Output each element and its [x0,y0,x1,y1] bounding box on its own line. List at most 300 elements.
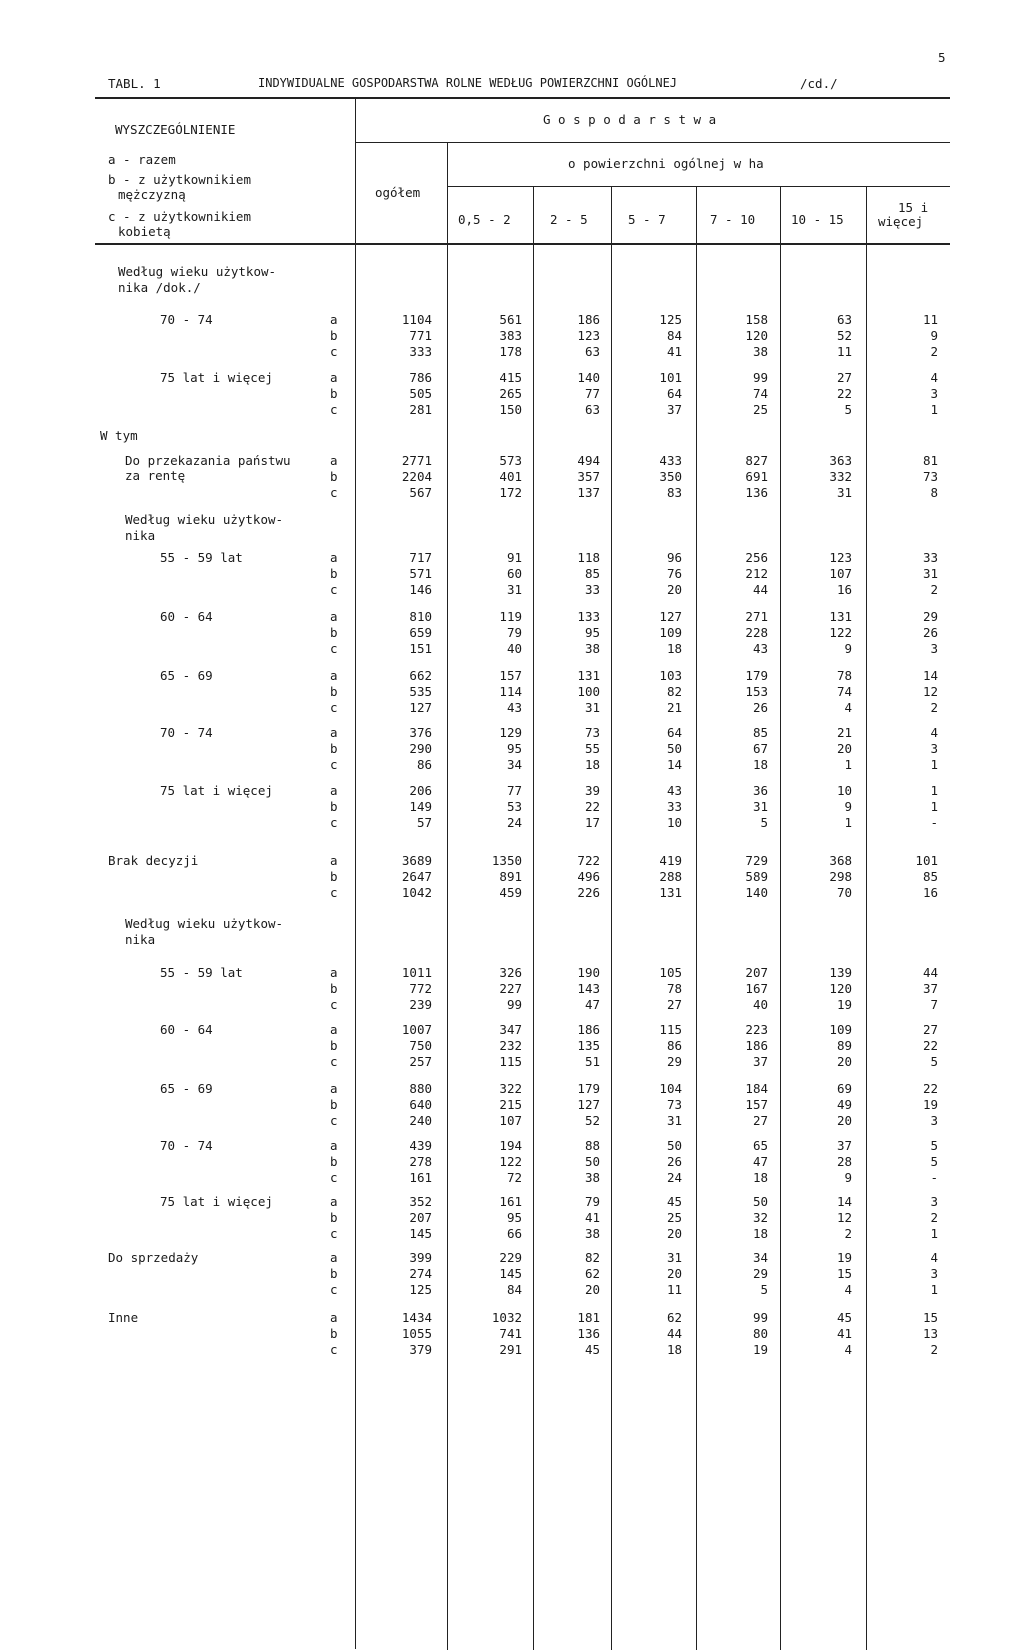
table-cell: 383 [499,328,522,343]
row-label: 70 - 74 [160,312,213,327]
row-letter: c [330,757,338,772]
table-cell: 104 [659,1081,682,1096]
table-cell: 891 [499,869,522,884]
table-cell: 741 [499,1326,522,1341]
table-cell: 5 [930,1154,938,1169]
row-letter: a [330,1310,338,1325]
table-cell: 291 [499,1342,522,1357]
table-cell: 228 [745,625,768,640]
table-cell: 62 [666,1310,682,1325]
table-cell: 14 [922,668,938,683]
row-letter: c [330,1113,338,1128]
col-sep-0 [355,99,356,1649]
table-cell: 368 [829,853,852,868]
table-cell: 133 [577,609,600,624]
table-cell: 19 [752,1342,768,1357]
table-cell: 18 [752,1170,768,1185]
table-cell: 77 [584,386,600,401]
table-cell: 140 [577,370,600,385]
table-cell: 571 [409,566,432,581]
table-cell: 29 [922,609,938,624]
table-cell: 172 [499,485,522,500]
row-letter: c [330,1282,338,1297]
table-cell: 26 [922,625,938,640]
table-cell: 3 [930,386,938,401]
table-cell: 363 [829,453,852,468]
row-letter: b [330,1154,338,1169]
col-sep-4 [696,187,697,1650]
table-cell: 131 [577,668,600,683]
header-bottom-rule [95,243,950,245]
table-cell: 271 [745,609,768,624]
table-cell: 62 [584,1266,600,1281]
legend-b2: mężczyzną [118,187,186,202]
table-cell: 45 [836,1310,852,1325]
row-label: 70 - 74 [160,1138,213,1153]
row-letter: a [330,1194,338,1209]
table-cell: 9 [844,1170,852,1185]
section-by-age-dok-1: Według wieku użytkow- [118,264,277,279]
section-by-age-2: nika [125,528,156,543]
table-cell: 82 [666,684,682,699]
table-cell: 212 [745,566,768,581]
row-letter: a [330,1138,338,1153]
table-cell: 8 [930,485,938,500]
table-cell: 4 [930,1250,938,1265]
table-cell: 52 [584,1113,600,1128]
table-cell: 18 [666,641,682,656]
table-cell: 1 [844,815,852,830]
section-by-age-1: Według wieku użytkow- [125,512,284,527]
table-cell: 150 [499,402,522,417]
table-cell: 810 [409,609,432,624]
row-letter: a [330,609,338,624]
row-label: 60 - 64 [160,1022,213,1037]
table-cell: 333 [409,344,432,359]
table-cell: 95 [506,1210,522,1225]
table-cell: 25 [666,1210,682,1225]
table-cell: 750 [409,1038,432,1053]
row-letter: b [330,869,338,884]
table-cell: 34 [752,1250,768,1265]
table-cell: 186 [745,1038,768,1053]
table-cell: 19 [836,1250,852,1265]
table-cell: 207 [745,965,768,980]
table-cell: 33 [584,582,600,597]
table-cell: 88 [584,1138,600,1153]
table-cell: 84 [666,328,682,343]
table-cell: 20 [666,1266,682,1281]
table-cell: 22 [584,799,600,814]
table-cell: 37 [666,402,682,417]
table-cell: 41 [584,1210,600,1225]
table-cell: 167 [745,981,768,996]
table-cell: 100 [577,684,600,699]
table-cell: 1055 [401,1326,432,1341]
table-cell: 18 [752,757,768,772]
row-label: 55 - 59 lat [160,965,243,980]
table-cell: 38 [584,641,600,656]
legend-c2: kobietą [118,224,171,239]
table-cell: 496 [577,869,600,884]
table-cell: 4 [930,725,938,740]
col-sep-6 [866,187,867,1650]
table-cell: 1 [930,1226,938,1241]
row-letter: c [330,1342,338,1357]
table-cell: 14 [666,757,682,772]
table-cell: 146 [409,582,432,597]
row-letter: b [330,1038,338,1053]
table-cell: 81 [922,453,938,468]
table-cell: 57 [416,815,432,830]
table-cell: 96 [666,550,682,565]
table-cell: 127 [659,609,682,624]
row-letter: c [330,1054,338,1069]
table-cell: 64 [666,386,682,401]
table-cell: 29 [752,1266,768,1281]
row-letter: a [330,783,338,798]
row-letter: b [330,741,338,756]
row-letter: b [330,328,338,343]
table-cell: 120 [745,328,768,343]
table-cell: 80 [752,1326,768,1341]
table-cell: 190 [577,965,600,980]
row-letter: a [330,853,338,868]
table-cell: 223 [745,1022,768,1037]
area-header: o powierzchni ogólnej w ha [568,156,764,171]
table-cell: 288 [659,869,682,884]
table-id: TABL. 1 [108,76,161,91]
table-cell: 376 [409,725,432,740]
table-cell: 26 [666,1154,682,1169]
specification-header: WYSZCZEGÓLNIENIE [115,122,236,137]
table-cell: 2204 [401,469,432,484]
table-cell: 161 [499,1194,522,1209]
row-letter: c [330,402,338,417]
table-cell: 45 [666,1194,682,1209]
table-cell: 157 [499,668,522,683]
table-cell: 63 [584,344,600,359]
legend-b: b - z użytkownikiem [108,172,251,187]
table-cell: 4 [930,370,938,385]
table-cell: 567 [409,485,432,500]
row-letter: a [330,725,338,740]
row-letter: c [330,815,338,830]
table-cell: 137 [577,485,600,500]
table-cell: 227 [499,981,522,996]
table-cell: 18 [666,1342,682,1357]
table-cell: 256 [745,550,768,565]
row-letter: c [330,997,338,1012]
table-cell: 95 [506,741,522,756]
table-cell: 119 [499,609,522,624]
table-cell: 16 [922,885,938,900]
table-cell: 86 [666,1038,682,1053]
row-letter: c [330,641,338,656]
table-cell: 101 [659,370,682,385]
table-cell: 40 [506,641,522,656]
col-header-0: 0,5 - 2 [458,212,511,227]
row-letter: b [330,566,338,581]
table-cell: 76 [666,566,682,581]
table-cell: 77 [506,783,522,798]
table-cell: 79 [584,1194,600,1209]
table-cell: 72 [506,1170,522,1185]
table-cell: 5 [844,402,852,417]
row-letter: a [330,1081,338,1096]
table-cell: 39 [584,783,600,798]
table-cell: 105 [659,965,682,980]
table-cell: 31 [666,1113,682,1128]
table-cell: 78 [836,668,852,683]
table-cell: 206 [409,783,432,798]
table-cell: 122 [829,625,852,640]
table-cell: 786 [409,370,432,385]
table-cell: 125 [409,1282,432,1297]
table-cell: 179 [745,668,768,683]
row-label: 65 - 69 [160,1081,213,1096]
table-cell: 27 [666,997,682,1012]
table-cell: 73 [922,469,938,484]
table-cell: 120 [829,981,852,996]
table-cell: 640 [409,1097,432,1112]
table-cell: 33 [922,550,938,565]
table-cell: - [930,1170,938,1185]
table-cell: 145 [409,1226,432,1241]
table-cell: 771 [409,328,432,343]
table-cell: 125 [659,312,682,327]
table-cell: 229 [499,1250,522,1265]
table-cell: 20 [584,1282,600,1297]
table-cell: 157 [745,1097,768,1112]
table-cell: 64 [666,725,682,740]
table-cell: 20 [666,582,682,597]
table-cell: 11 [922,312,938,327]
table-cell: 722 [577,853,600,868]
table-cell: 78 [666,981,682,996]
table-cell: 226 [577,885,600,900]
table-cell: 25 [752,402,768,417]
table-cell: 257 [409,1054,432,1069]
table-cell: 332 [829,469,852,484]
table-cell: 151 [409,641,432,656]
table-cell: 3 [930,641,938,656]
table-cell: 32 [752,1210,768,1225]
table-cell: 37 [752,1054,768,1069]
table-cell: 9 [930,328,938,343]
table-cell: 13 [922,1326,938,1341]
table-cell: 73 [584,725,600,740]
table-cell: 129 [499,725,522,740]
table-cell: 85 [584,566,600,581]
table-cell: 44 [666,1326,682,1341]
table-cell: 1 [930,1282,938,1297]
row-letter: b [330,1097,338,1112]
table-cell: 31 [584,700,600,715]
table-cell: 95 [584,625,600,640]
table-cell: 1 [844,757,852,772]
row-letter: c [330,885,338,900]
table-cell: 17 [584,815,600,830]
table-cell: 278 [409,1154,432,1169]
table-cell: 79 [506,625,522,640]
table-cell: 31 [836,485,852,500]
table-cell: 2 [930,1210,938,1225]
table-cell: 11 [666,1282,682,1297]
row-label: 65 - 69 [160,668,213,683]
table-cell: 19 [836,997,852,1012]
row-letter: a [330,550,338,565]
table-cell: 140 [745,885,768,900]
table-cell: 2647 [401,869,432,884]
table-cell: 158 [745,312,768,327]
table-cell: 43 [506,700,522,715]
table-cell: 347 [499,1022,522,1037]
table-cell: 274 [409,1266,432,1281]
table-cell: 12 [836,1210,852,1225]
table-cell: 399 [409,1250,432,1265]
table-cell: 9 [844,799,852,814]
table-cell: 136 [577,1326,600,1341]
table-cell: 52 [836,328,852,343]
table-cell: 1434 [401,1310,432,1325]
section-do-przekazania-2: za rentę [125,468,186,483]
col-sep-3 [611,187,612,1650]
table-cell: 3 [930,1113,938,1128]
table-cell: 115 [659,1022,682,1037]
row-letter: a [330,1250,338,1265]
table-cell: 20 [666,1226,682,1241]
col-header-3: 7 - 10 [710,212,756,227]
table-cell: 298 [829,869,852,884]
row-letter: c [330,344,338,359]
table-cell: 149 [409,799,432,814]
table-cell: 29 [666,1054,682,1069]
table-cell: 38 [584,1226,600,1241]
table-cell: 34 [506,757,522,772]
table-cell: 281 [409,402,432,417]
table-cell: 178 [499,344,522,359]
table-cell: 139 [829,965,852,980]
table-cell: 15 [836,1266,852,1281]
table-cell: 265 [499,386,522,401]
row-label: 70 - 74 [160,725,213,740]
table-cell: 5 [760,1282,768,1297]
table-cell: 717 [409,550,432,565]
table-cell: - [930,815,938,830]
table-cell: 89 [836,1038,852,1053]
table-cell: 84 [506,1282,522,1297]
table-cell: 31 [506,582,522,597]
row-letter: a [330,312,338,327]
table-cell: 14 [836,1194,852,1209]
table-cell: 1011 [401,965,432,980]
table-cell: 379 [409,1342,432,1357]
table-cell: 109 [829,1022,852,1037]
section-by-age2-1: Według wieku użytkow- [125,916,284,931]
table-cell: 161 [409,1170,432,1185]
table-cell: 31 [752,799,768,814]
row-letter: b [330,386,338,401]
row-letter: c [330,485,338,500]
table-cell: 27 [836,370,852,385]
table-cell: 22 [922,1081,938,1096]
table-cell: 12 [922,684,938,699]
table-cell: 2 [930,700,938,715]
table-cell: 322 [499,1081,522,1096]
table-cell: 99 [752,370,768,385]
table-cell: 69 [836,1081,852,1096]
table-cell: 22 [836,386,852,401]
table-cell: 561 [499,312,522,327]
table-cell: 20 [836,1113,852,1128]
table-cell: 10 [836,783,852,798]
col-sep-5 [780,187,781,1650]
table-cell: 50 [666,1138,682,1153]
col-header-2: 5 - 7 [628,212,666,227]
table-cell: 127 [577,1097,600,1112]
table-cell: 2 [930,582,938,597]
row-letter: c [330,582,338,597]
table-cell: 3 [930,1266,938,1281]
table-cell: 3689 [401,853,432,868]
table-cell: 24 [666,1170,682,1185]
table-cell: 729 [745,853,768,868]
table-cell: 1 [930,757,938,772]
table-cell: 38 [584,1170,600,1185]
table-cell: 153 [745,684,768,699]
table-cell: 37 [836,1138,852,1153]
table-cell: 103 [659,668,682,683]
table-cell: 691 [745,469,768,484]
row-letter: b [330,469,338,484]
table-cell: 44 [752,582,768,597]
table-cell: 1 [930,783,938,798]
table-cell: 43 [752,641,768,656]
table-cell: 880 [409,1081,432,1096]
page-number: 5 [938,50,946,65]
row-letter: a [330,370,338,385]
table-cell: 85 [752,725,768,740]
table-cell: 41 [666,344,682,359]
row-letter: c [330,700,338,715]
section-by-age2-2: nika [125,932,156,947]
row-label: Do sprzedaży [108,1250,199,1265]
table-cell: 66 [506,1226,522,1241]
table-cell: 123 [829,550,852,565]
area-underline [447,186,950,187]
table-cell: 74 [752,386,768,401]
col-sep-2 [533,187,534,1650]
households-underline [355,142,950,143]
table-cell: 26 [752,700,768,715]
table-cell: 4 [844,700,852,715]
section-w-tym: W tym [100,428,138,443]
table-cell: 50 [584,1154,600,1169]
table-cell: 21 [666,700,682,715]
table-cell: 194 [499,1138,522,1153]
table-cell: 47 [584,997,600,1012]
table-cell: 232 [499,1038,522,1053]
table-cell: 9 [844,641,852,656]
table-cell: 4 [844,1282,852,1297]
table-cell: 67 [752,741,768,756]
table-cell: 85 [922,869,938,884]
table-cell: 122 [499,1154,522,1169]
table-cell: 53 [506,799,522,814]
row-letter: b [330,684,338,699]
table-cell: 44 [922,965,938,980]
